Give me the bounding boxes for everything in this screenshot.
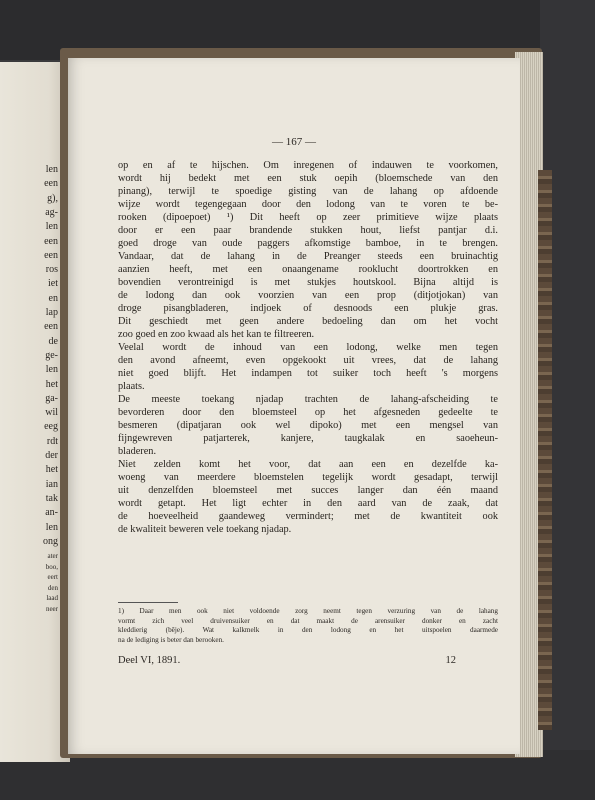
body-line: niet goed blijft. Het indampen tot suiker toch heeft 's morgens [118,368,498,379]
volume-label: Deel VI, 1891. [118,655,181,666]
body-line: Dit geschiedt met geen andere bedoeling dan om het vocht [118,316,498,327]
left-page-fragment: ong [43,535,58,547]
left-page-fragment: het [45,378,58,390]
left-page-fragment: eeg [44,421,58,433]
body-line: rooken (dipoepoet) ¹) Dit heeft op zeer primitieve wijze plaats [118,212,498,223]
body-line: goed droge van oude paggers afkomstige bamboe, in te brengen. [118,238,498,249]
footnote-line: vormt zich veel druivensuiker en dat maakt de arensuiker donker en zacht [118,616,498,625]
footnote-line: kleddierig (bêje). Wat kalkmelk in den lodong en het uitspoelen daarmede [118,626,498,634]
body-line: bovendien verontreinigd is met stukjes houtskool. Bijna altijd is [118,277,498,288]
body-line: de lodong dan ook voorzien van een prop (ditjotjokan) van [118,290,498,301]
left-page-fragment: en [48,292,58,304]
left-page-fragment: g), [47,192,58,204]
body-line: Niet zelden komt het voor, dat aan een en dezelfde ka- [118,459,498,470]
body-line: droge pisangbladeren, indjoek of desnoods een plukje gras. [118,303,498,314]
left-page-fragment: een [44,321,58,333]
left-page-fragment-small: eert [47,573,58,582]
book-spine-strip [538,170,552,730]
left-page-fragment: ge- [45,349,58,361]
left-page-fragment-small: laad [46,594,58,603]
left-page-fragment: len [45,364,58,376]
left-page-fragment: lap [45,307,58,318]
body-line: op en af te hijschen. Om inregenen of indauwen te voorkomen, [118,160,498,171]
left-page-fragment: ian [45,478,58,490]
left-page-fragment: het [45,464,58,476]
page-number: — 167 — [272,136,316,148]
body-line: fijngewreven patjarterek, kanjere, taugkalak en saoeheun- [118,433,498,444]
left-page-fragment-small: den [47,583,58,592]
left-page-fragment: een [44,178,58,190]
body-line: de kwaliteit beweren vele toekang njadap. [118,524,292,535]
body-line: De meeste toekang njadap trachten de lahang-afscheiding te [118,394,498,405]
body-line: besmeren (dipatjaran ook wel dipoko) met een mengsel van [118,420,498,431]
left-page-fragment-small: boo, [45,562,58,571]
body-line: wijze wordt tegengegaan door den lodong van te voren te be- [118,199,498,210]
body-line: zoo goed en zoo kwaad als het kan te filtreeren. [118,329,315,340]
signature-mark: 12 [445,655,456,666]
footnote-line: 1) Daar men ook niet voldoende zorg neemt tegen verzuring van de lahang [118,607,498,615]
footnote [118,607,498,645]
body-line: bladeren. [118,446,157,457]
body-line: Vandaar, dat de lahang in de Preanger steeds een bruinachtig [118,251,498,262]
left-page-fragment: ros [45,264,58,276]
right-page [68,58,520,754]
footnote-line: na de lediging is beter dan berooken. [118,635,224,644]
body-line: door er een paar brandende stukken hout, liefst pantjar d.i. [118,225,498,236]
body-line: wordt getapt. Het ligt echter in den aard van de zaak, dat [118,498,498,509]
left-page-fragment: len [45,221,58,233]
body-line: wordt hij bedekt met een stuk oepih (bloemschede van den [118,173,498,184]
left-page-fragment: een [44,249,58,261]
body-line: bevorderen door den bloemsteel op het afgesneden gedeelte te [118,407,498,418]
left-page-fragment: ga- [45,392,58,404]
footnote-rule [118,602,178,603]
left-page-fragment: len [45,164,58,175]
body-line: pinang), terwijl te spoedige gisting van de lahang op afdoende [118,186,498,197]
body-line: plaats. [118,381,145,392]
left-page-fragment-small: neer [45,604,58,613]
left-page-fragment: wil [45,407,58,419]
left-page-fragment: der [45,450,58,461]
left-page-fragment: an- [45,507,58,519]
body-text [118,159,498,536]
body-line: uit denzelfden bloemsteel met succes langer dan één maand [118,485,498,496]
left-page-fragment: de [48,335,58,347]
left-page-fragment: tak [45,492,58,504]
body-line: de hoeveelheid gaandeweg vermindert; met de kwantiteit ook [118,511,498,522]
left-page-fragment: ag- [45,206,58,218]
left-page-fragment: iet [48,278,58,290]
left-page-fragment: rdt [46,435,58,447]
body-line: den avond afneemt, even opgekookt uit vrees, dat de lahang [118,355,498,366]
body-line: aanzien heeft, met een onaangename rooklucht doortrokken en [118,264,498,275]
left-page-fragment: een [44,235,58,247]
left-page-fragment-small: ater [47,552,58,561]
body-line: woeng van meerdere bloemstelen tegelijk wordt gesadapt, terwijl [118,472,498,483]
left-page-fragment: len [45,521,58,533]
body-line: Veelal wordt de inhoud van een lodong, welke men tegen [118,342,498,353]
